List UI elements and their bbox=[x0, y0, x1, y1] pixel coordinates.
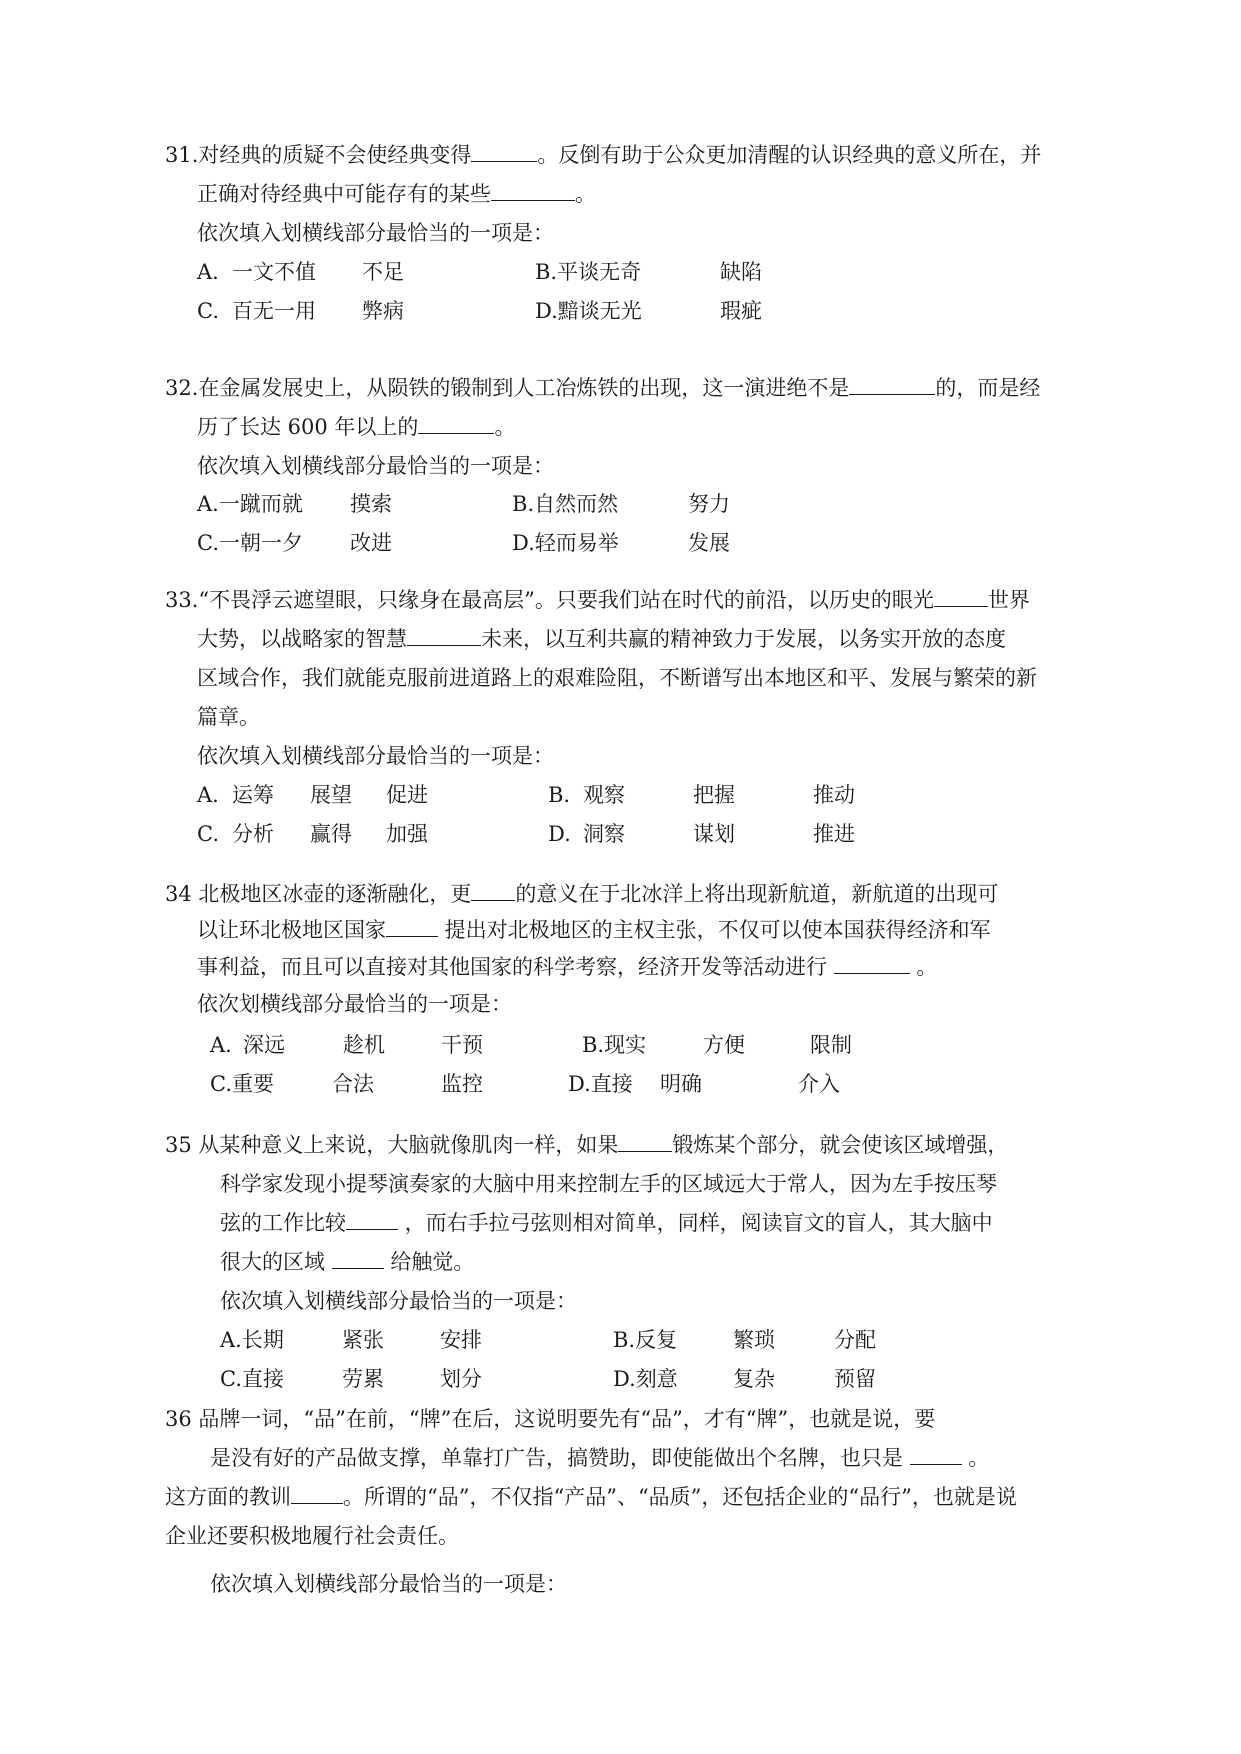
q31-option-b-word2: 缺陷 bbox=[720, 260, 762, 284]
q35-option-d-word1: D.刻意 bbox=[613, 1367, 678, 1391]
q33-option-d-word3: 推进 bbox=[813, 822, 855, 846]
q35-line-2: 科学家发现小提琴演奏家的大脑中用来控制左手的区域远大于常人，因为左手按压琴 bbox=[220, 1172, 997, 1196]
q32-option-b-word1: B.自然而然 bbox=[512, 492, 619, 516]
q33-option-c-word2: 赢得 bbox=[310, 822, 352, 846]
q35-line-4: 很大的区域 给触觉。 bbox=[220, 1250, 475, 1274]
q36-line-2: 是没有好的产品做支撑，单靠打广告，搞赞助，即使能做出个名牌，也只是 。 bbox=[210, 1446, 990, 1470]
q32-option-b-word2: 努力 bbox=[688, 492, 730, 516]
q34-option-d-word2: 明确 bbox=[660, 1072, 702, 1096]
blank bbox=[934, 587, 988, 607]
q36-line-4: 企业还要积极地履行社会责任。 bbox=[165, 1524, 459, 1548]
q35-option-c-word3: 划分 bbox=[440, 1367, 482, 1391]
q33-option-b-label: B. bbox=[548, 783, 571, 807]
q35-line-3: 弦的工作比较 ，而右手拉弓弦则相对简单，同样，阅读盲文的盲人，其大脑中 bbox=[220, 1211, 993, 1235]
q31-option-d-word1: D.黯谈无光 bbox=[535, 299, 642, 323]
blank bbox=[386, 917, 438, 937]
q33-line-1: 33.“不畏浮云遮望眼，只缘身在最高层”。只要我们站在时代的前沿，以历史的眼光 世界 bbox=[165, 588, 1030, 612]
q34-option-d-word3: 介入 bbox=[798, 1072, 840, 1096]
q35-option-b-word1: B.反复 bbox=[613, 1328, 678, 1352]
q32-option-c-word2: 改进 bbox=[350, 531, 392, 555]
q33-option-a-word2: 展望 bbox=[310, 783, 352, 807]
q34-line-1: 34 北极地区冰壶的逐渐融化，更 的意义在于北冰洋上将出现新航道，新航道的出现可 bbox=[165, 882, 999, 906]
q31-option-c-word2: 弊病 bbox=[362, 299, 404, 323]
blank bbox=[418, 414, 494, 434]
q34-option-a-word1: 深远 bbox=[243, 1033, 285, 1057]
q35-option-a-word1: A.长期 bbox=[220, 1328, 284, 1352]
q31-option-c-label: C. bbox=[197, 299, 219, 323]
q33-option-b-word3: 推动 bbox=[813, 783, 855, 807]
q34-option-c-word1: C.重要 bbox=[210, 1072, 274, 1096]
q34-prompt: 依次划横线部分最恰当的一项是： bbox=[197, 992, 512, 1016]
q34-option-d-word1: D.直接 bbox=[568, 1072, 633, 1096]
q35-option-d-word2: 复杂 bbox=[733, 1367, 775, 1391]
q33-line-4: 篇章。 bbox=[197, 705, 260, 729]
q33-option-c-word3: 加强 bbox=[386, 822, 428, 846]
q35-option-b-word3: 分配 bbox=[834, 1328, 876, 1352]
q32-line-2: 历了长达 600 年以上的 。 bbox=[197, 415, 516, 439]
q34-option-b-word1: B.现实 bbox=[582, 1033, 647, 1057]
q33-option-d-word2: 谋划 bbox=[693, 822, 735, 846]
q33-option-d-label: D. bbox=[548, 822, 571, 846]
q33-option-c-label: C. bbox=[197, 822, 219, 846]
q34-line-2: 以让环北极地区国家 提出对北极地区的主权主张，不仅可以使本国获得经济和军 bbox=[197, 918, 991, 942]
blank bbox=[471, 142, 537, 162]
q33-line-2: 大势，以战略家的智慧 未来，以互利共赢的精神致力于发展，以务实开放的态度 bbox=[197, 627, 1006, 651]
q33-prompt: 依次填入划横线部分最恰当的一项是： bbox=[197, 744, 554, 768]
blank bbox=[332, 1249, 384, 1269]
q31-line-2: 正确对待经典中可能存有的某些 。 bbox=[197, 182, 596, 206]
q36-line-3: 这方面的教训 。所谓的“品”，不仅指“产品”、“品质”，还包括企业的“品行”，也就是说 bbox=[165, 1485, 1017, 1509]
q34-line-3: 事利益，而且可以直接对其他国家的科学考察，经济开发等活动进行 。 bbox=[197, 955, 938, 979]
q35-option-c-word1: C.直接 bbox=[220, 1367, 284, 1391]
q31-option-c-word1: 百无一用 bbox=[232, 299, 316, 323]
q34-option-c-word3: 监控 bbox=[441, 1072, 483, 1096]
q31-option-a-word1: 一文不值 bbox=[232, 260, 316, 284]
blank bbox=[291, 1484, 343, 1504]
q32-option-c-word1: C.一朝一夕 bbox=[197, 531, 303, 555]
q32-prompt: 依次填入划横线部分最恰当的一项是： bbox=[197, 454, 554, 478]
q31-option-b-word1: B.平谈无奇 bbox=[535, 260, 642, 284]
q35-option-a-word2: 紧张 bbox=[342, 1328, 384, 1352]
q35-option-a-word3: 安排 bbox=[440, 1328, 482, 1352]
q33-option-a-word3: 促进 bbox=[386, 783, 428, 807]
q33-option-b-word2: 把握 bbox=[693, 783, 735, 807]
q34-option-a-word2: 趁机 bbox=[343, 1033, 385, 1057]
blank bbox=[834, 954, 910, 974]
blank bbox=[910, 1445, 962, 1465]
q31-line-1: 31.对经典的质疑不会使经典变得 。反倒有助于公众更加清醒的认识经典的意义所在，并 bbox=[165, 143, 1042, 167]
q35-option-c-word2: 劳累 bbox=[342, 1367, 384, 1391]
q31-option-a-word2: 不足 bbox=[362, 260, 404, 284]
blank bbox=[471, 881, 515, 901]
q32-option-d-word1: D.轻而易举 bbox=[512, 531, 619, 555]
q34-option-b-word2: 方便 bbox=[703, 1033, 745, 1057]
q34-option-a-word3: 干预 bbox=[441, 1033, 483, 1057]
q36-prompt: 依次填入划横线部分最恰当的一项是： bbox=[210, 1572, 567, 1596]
q33-option-a-label: A. bbox=[197, 783, 219, 807]
q31-prompt: 依次填入划横线部分最恰当的一项是： bbox=[197, 221, 554, 245]
q36-line-1: 36 品牌一词，“品”在前，“牌”在后，这说明要先有“品”，才有“牌”，也就是说，要 bbox=[165, 1407, 936, 1431]
q34-option-c-word2: 合法 bbox=[332, 1072, 374, 1096]
q35-option-d-word3: 预留 bbox=[834, 1367, 876, 1391]
q32-line-1: 32.在金属发展史上，从陨铁的锻制到人工冶炼铁的出现，这一演进绝不是 的，而是经 bbox=[165, 376, 1041, 400]
blank bbox=[346, 1210, 398, 1230]
blank bbox=[849, 375, 935, 395]
q32-option-a-word2: 摸索 bbox=[350, 492, 392, 516]
q32-option-a-word1: A.一蹴而就 bbox=[197, 492, 303, 516]
q33-option-b-word1: 观察 bbox=[583, 783, 625, 807]
blank bbox=[407, 626, 481, 646]
q35-line-1: 35 从某种意义上来说，大脑就像肌肉一样，如果 锻炼某个部分，就会使该区域增强， bbox=[165, 1133, 1009, 1157]
q33-option-d-word1: 洞察 bbox=[583, 822, 625, 846]
q31-option-d-word2: 瑕疵 bbox=[720, 299, 762, 323]
q35-prompt: 依次填入划横线部分最恰当的一项是： bbox=[220, 1289, 577, 1313]
q34-option-a-label: A. bbox=[210, 1033, 232, 1057]
q32-option-d-word2: 发展 bbox=[688, 531, 730, 555]
q35-option-b-word2: 繁琐 bbox=[733, 1328, 775, 1352]
q33-option-a-word1: 运筹 bbox=[232, 783, 274, 807]
q33-line-3: 区域合作，我们就能克服前进道路上的艰难险阻，不断谱写出本地区和平、发展与繁荣的新 bbox=[197, 666, 1037, 690]
blank bbox=[491, 181, 575, 201]
q31-option-a-label: A. bbox=[197, 260, 219, 284]
q33-option-c-word1: 分析 bbox=[232, 822, 274, 846]
blank bbox=[618, 1132, 672, 1152]
q34-option-b-word3: 限制 bbox=[810, 1033, 852, 1057]
